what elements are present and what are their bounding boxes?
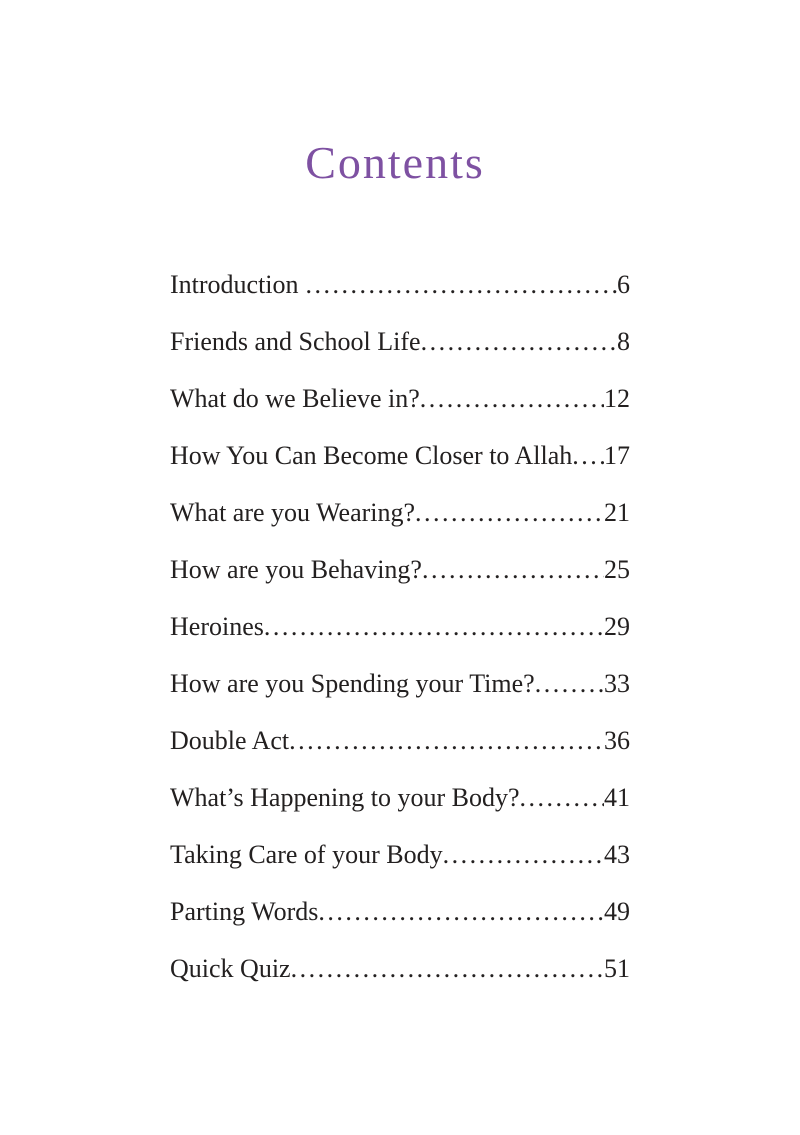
toc-entry-label: What are you Wearing?	[170, 498, 416, 527]
toc-entry-page: 43	[604, 840, 630, 869]
toc-leader-dots	[572, 427, 604, 484]
toc-entry-label: Introduction	[170, 270, 299, 299]
toc-entry-page: 25	[604, 555, 630, 584]
toc-entry	[170, 712, 630, 769]
toc-entry	[170, 541, 630, 598]
toc-entry	[170, 826, 630, 883]
toc-entry-label: How You Can Become Closer to Allah	[170, 441, 573, 470]
toc-leader-dots	[422, 541, 604, 598]
toc-entry	[170, 256, 630, 313]
page-title: Contents	[305, 137, 485, 188]
toc-entry	[170, 598, 630, 655]
toc-entry-page: 41	[604, 783, 630, 812]
toc-entry	[170, 940, 630, 997]
toc-entry-label: Friends and School Life	[170, 327, 421, 356]
toc-entry	[170, 370, 630, 427]
toc-entry-page: 51	[604, 954, 630, 983]
toc-leader-dots	[299, 256, 617, 313]
toc-leader-dots	[289, 712, 604, 769]
toc-entry-page: 36	[604, 726, 630, 755]
toc-entry-page: 6	[617, 270, 630, 299]
toc-leader-dots	[421, 313, 617, 370]
toc-entry-label: Parting Words	[170, 897, 319, 926]
toc-list	[170, 256, 630, 997]
toc-entry-label: What’s Happening to your Body?	[170, 783, 520, 812]
toc-leader-dots	[264, 598, 604, 655]
toc-entry-page: 29	[604, 612, 630, 641]
toc-leader-dots	[535, 655, 604, 712]
toc-entry-label: Double Act	[170, 726, 290, 755]
toc-entry-page: 49	[604, 897, 630, 926]
toc-leader-dots	[420, 370, 604, 427]
toc-entry-page: 12	[604, 384, 630, 413]
toc-entry-label: What do we Believe in?	[170, 384, 420, 413]
toc-entry-label: How are you Behaving?	[170, 555, 422, 584]
toc-entry	[170, 313, 630, 370]
toc-entry-label: Quick Quiz	[170, 954, 291, 983]
toc-entry-page: 8	[617, 327, 630, 356]
toc-entry	[170, 427, 630, 484]
toc-entry	[170, 655, 630, 712]
toc-entry-page: 17	[604, 441, 630, 470]
toc-leader-dots	[318, 883, 604, 940]
toc-entry-label: How are you Spending your Time?	[170, 669, 535, 698]
toc-entry	[170, 883, 630, 940]
toc-entry-page: 21	[604, 498, 630, 527]
toc-entry-label: Taking Care of your Body	[170, 840, 443, 869]
toc-leader-dots	[415, 484, 604, 541]
toc-leader-dots	[443, 826, 604, 883]
toc-entry	[170, 769, 630, 826]
toc-leader-dots	[520, 769, 605, 826]
toc-entry-page: 33	[604, 669, 630, 698]
toc-entry-label: Heroines	[170, 612, 264, 641]
toc-entry	[170, 484, 630, 541]
toc-leader-dots	[291, 940, 604, 997]
